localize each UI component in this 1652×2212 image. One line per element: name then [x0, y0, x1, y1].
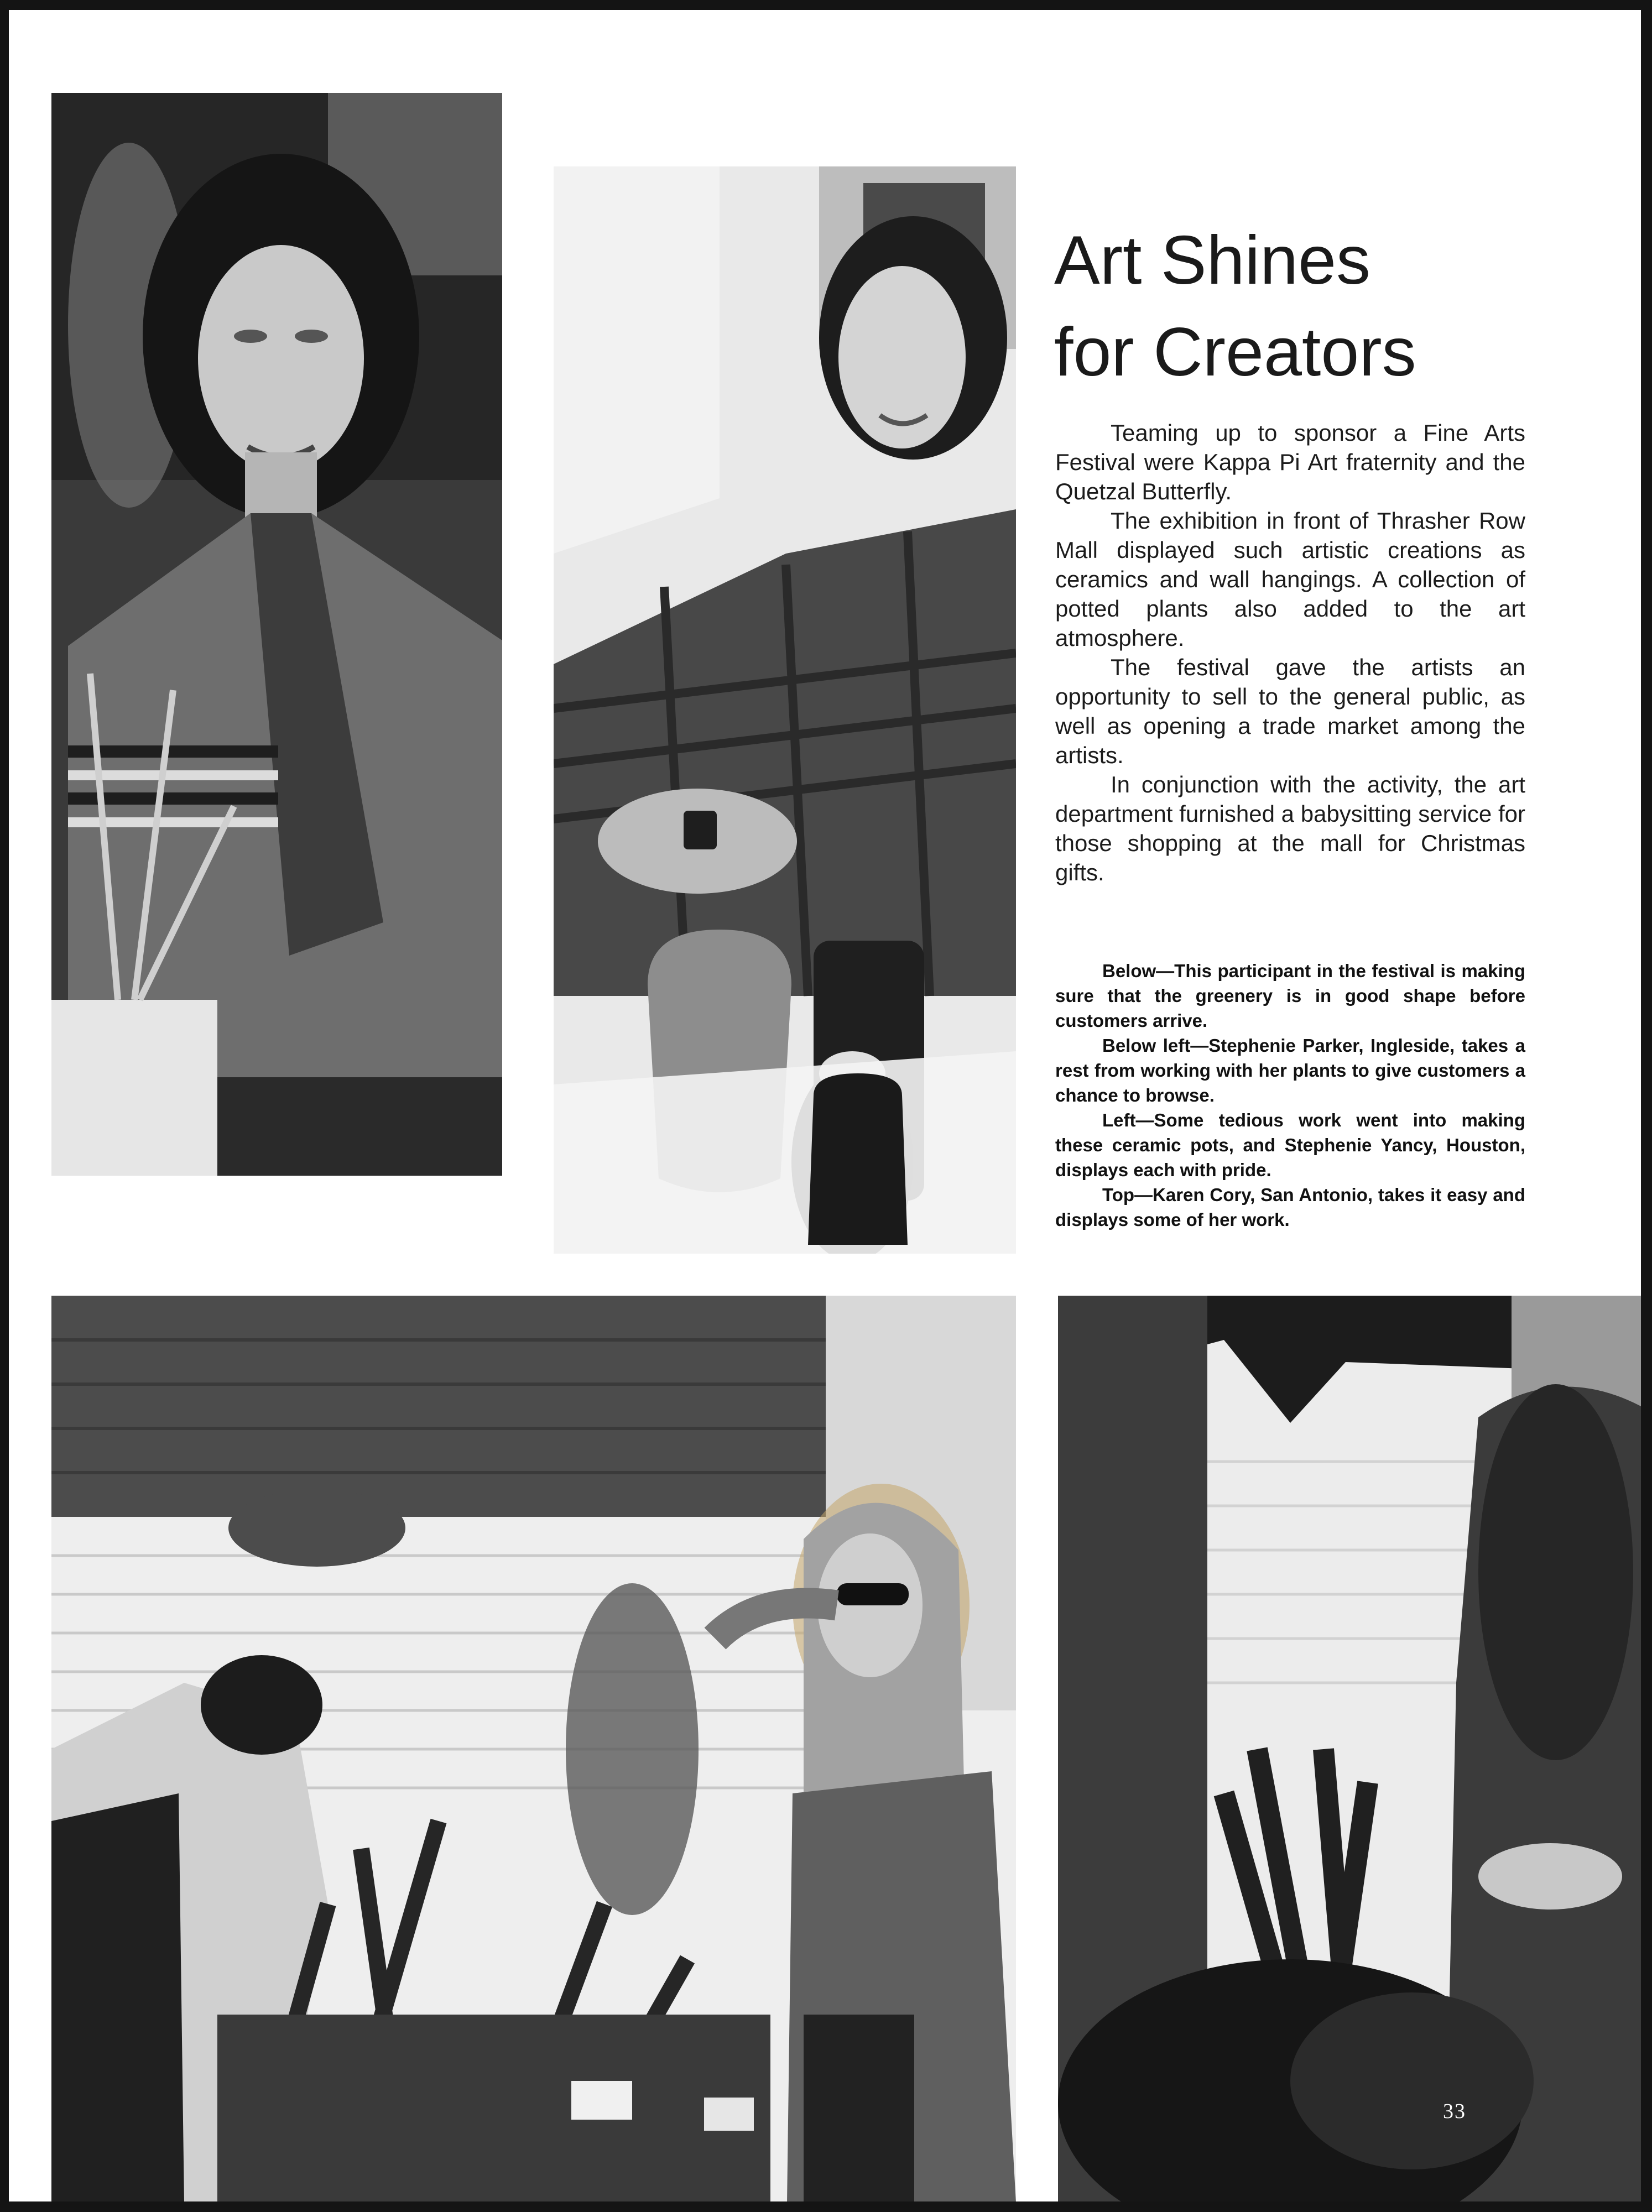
- photo-woman-with-ceramic-pots: [554, 166, 1016, 1254]
- caption: Below—This participant in the festival is making sure that the greenery is in good shape before customers arrive.: [1055, 961, 1525, 1031]
- photo-woman-with-ceramic-pots-image: [554, 166, 1016, 1254]
- body-paragraph: In conjunction with the activity, the art department furnished a babysitting service for those shopping at the mall for Christmas gifts.: [1055, 771, 1525, 885]
- body-paragraph: Teaming up to sponsor a Fine Arts Festival were Kappa Pi Art fraternity and the Quetzal Butterfly.: [1055, 420, 1525, 504]
- title-line-1: Art Shines: [1054, 222, 1371, 299]
- body-paragraph: The exhibition in front of Thrasher Row Mall displayed such artistic creations as ceramics and wall hangings. A collection of potted plants also added to the art atmosphere.: [1055, 508, 1525, 651]
- page-title: [1054, 215, 1607, 398]
- photo-women-with-plants-image: [51, 1296, 1016, 2201]
- article-body: [1055, 418, 1525, 887]
- photo-person-tending-plants: [1058, 1296, 1641, 2201]
- photo-woman-in-poncho: [51, 93, 502, 1176]
- caption: Below left—Stephenie Parker, Ingleside, takes a rest from working with her plants to give customers a chance to browse.: [1055, 1035, 1525, 1105]
- photo-women-with-plants: [51, 1296, 1016, 2201]
- title-line-2: for Creators: [1054, 314, 1416, 390]
- caption: Top—Karen Cory, San Antonio, takes it easy and displays some of her work.: [1055, 1185, 1525, 1230]
- caption: Left—Some tedious work went into making these ceramic pots, and Stephenie Yancy, Houston, displays each with pride.: [1055, 1110, 1525, 1180]
- body-paragraph: The festival gave the artists an opportunity to sell to the general public, as well as opening a trade market among the artists.: [1055, 654, 1525, 768]
- yearbook-page: [9, 10, 1641, 2201]
- photo-captions: [1055, 958, 1525, 1232]
- photo-person-tending-plants-image: [1058, 1296, 1641, 2201]
- photo-woman-in-poncho-image: [51, 93, 502, 1176]
- page-number: 33: [1443, 2100, 1466, 2123]
